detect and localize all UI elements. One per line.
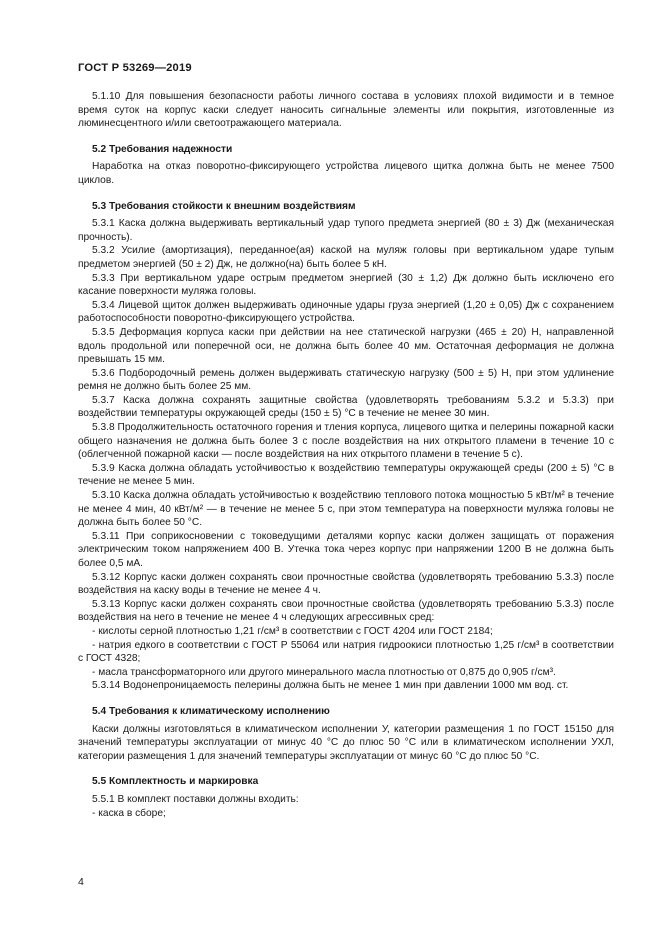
paragraph: 5.1.10 Для повышения безопасности работы личного состава в условиях плохой видимости и в темное время суток на корпус каски следует наносить сигнальные элементы или покрытия, изготовленные из люминесцентного и/или светоотражающего материала. <box>78 91 614 130</box>
paragraph: 5.3.14 Водонепроницаемость пелерины должна быть не менее 1 мин при давлении 1000 мм вод. ст. <box>92 680 569 692</box>
list-item: - кислоты серной плотностью 1,21 г/см³ в соответствии с ГОСТ 4204 или ГОСТ 2184; <box>92 625 493 637</box>
paragraph: 5.3.7 Каска должна сохранять защитные свойства (удовлетворять требованиям 5.3.2 и 5.3.3) при воздействии температуры окружающей среды (150 ± 5) °С в течение не менее 30 мин. <box>78 394 614 420</box>
paragraph: 5.3.12 Корпус каски должен сохранять свои прочностные свойства (удовлетворять требованию 5.3.3) после воздействия на каску воды в течение не менее 4 ч. <box>78 571 614 597</box>
page-number: 4 <box>78 876 84 888</box>
paragraph: 5.3.1 Каска должна выдерживать вертикальный удар тупого предмета энергией (80 ± 3) Дж (механическая прочность). <box>78 218 614 243</box>
document-body <box>78 90 614 820</box>
paragraph: 5.3.5 Деформация корпуса каски при действии на нее статической нагрузки (465 ± 20) Н, направленной вдоль продольной или поперечной оси, не должна быть более 40 мм. Остаточная деформация не должна превышать 15 мм. <box>78 326 614 366</box>
document-header: ГОСТ Р 53269—2019 <box>78 62 192 74</box>
paragraph: 5.3.8 Продолжительность остаточного горения и тления корпуса, лицевого щитка и пелерины пожарной каски общего назначения не должна быть более 3 с после воздействия на них открытого пламени в течение 10 с (облегченной пожарной каски — после воздействия на них открытого пламени в течение 5 с). <box>78 422 614 461</box>
paragraph: Каски должны изготовляться в климатическом исполнении У, категории размещения 1 по ГОСТ 15150 для значений температуры эксплуатации от минус 40 °С до плюс 50 °С или в климатическом исполнении УХЛ, категории размещения 1 для значений температуры эксплуатации от минус 60 °С до плюс 50 °С. <box>78 723 614 762</box>
paragraph: 5.3.2 Усилие (амортизация), переданное(ая) каской на муляж головы при вертикальном ударе тупым предметом энергией (50 ± 2) Дж, не должно(на) быть более 5 кН. <box>78 245 614 270</box>
section-heading: 5.3 Требования стойкости к внешним воздействиям <box>92 200 356 212</box>
paragraph: Наработка на отказ поворотно-фиксирующего устройства лицевого щитка должна быть не менее 7500 циклов. <box>78 161 614 186</box>
paragraph: 5.3.10 Каска должна обладать устойчивостью к воздействию теплового потока мощностью 5 кВт/м² в течение не менее 4 мин, 40 кВт/м² — в течение не менее 5 с, при этом температура на поверхности муляжа головы не должна быть более 50 °С. <box>78 490 614 529</box>
paragraph: 5.3.13 Корпус каски должен сохранять свои прочностные свойства (удовлетворять требованию 5.3.3) после воздействия на него в течение не менее 4 ч следующих агрессивных сред: <box>78 598 614 624</box>
list-item: - натрия едкого в соответствии с ГОСТ Р 55064 или натрия гидроокиси плотностью 1,25 г/см³ в соответствии с ГОСТ 4328; <box>78 639 614 665</box>
paragraph: 5.3.3 При вертикальном ударе острым предметом энергией (30 ± 1,2) Дж должно быть исключено его касание поверхности муляжа головы. <box>78 272 614 298</box>
paragraph: 5.3.9 Каска должна обладать устойчивостью к воздействию температуры окружающей среды (200 ± 5) °С в течение не менее 5 мин. <box>78 462 614 488</box>
list-item: - масла трансформаторного или другого минерального масла плотностью от 0,875 до 0,905 г/см³. <box>92 666 556 678</box>
section-heading: 5.5 Комплектность и маркировка <box>92 776 259 788</box>
section-heading: 5.2 Требования надежности <box>92 143 233 155</box>
paragraph: 5.3.4 Лицевой щиток должен выдерживать одиночные удары груза энергией (1,20 ± 0,05) Дж с сохранением работоспособности поворотно-фиксирующего устройства. <box>78 299 614 325</box>
paragraph: 5.3.11 При соприкосновении с токоведущими деталями корпус каски должен защищать от поражения электрическим током напряжением 400 В. Утечка тока через корпус при напряжении 1200 В не должна быть более 0,5 мА. <box>78 530 614 569</box>
paragraph: 5.5.1 В комплект поставки должны входить: <box>92 793 299 805</box>
paragraph: 5.3.6 Подбородочный ремень должен выдерживать статическую нагрузку (500 ± 5) Н, при этом удлинение ремня не должно быть более 25 мм. <box>78 367 614 393</box>
section-heading: 5.4 Требования к климатическому исполнению <box>92 705 330 717</box>
list-item: - каска в сборе; <box>92 807 166 819</box>
